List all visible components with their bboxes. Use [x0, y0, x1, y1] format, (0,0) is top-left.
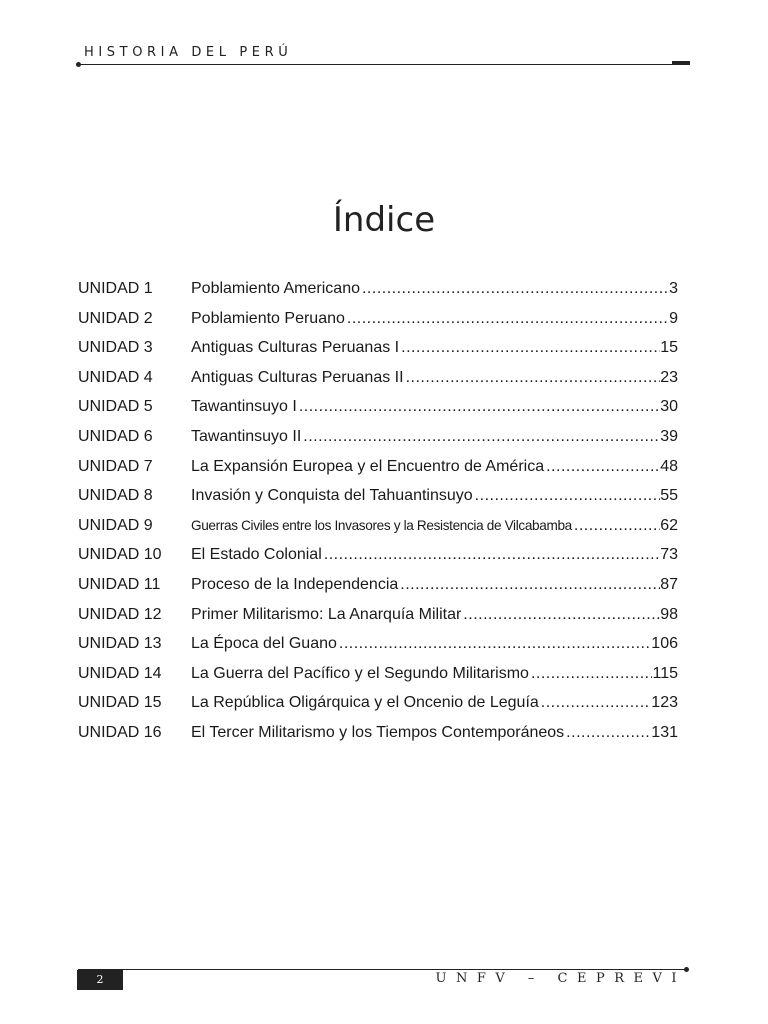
toc-dot-leader	[337, 635, 651, 653]
header-rule-bar	[672, 61, 690, 65]
toc-dot-leader	[360, 280, 669, 298]
toc-entry[interactable]	[78, 458, 678, 488]
toc-dot-leader	[297, 398, 660, 416]
toc-dot-leader	[461, 606, 660, 624]
toc-page-number: 39	[660, 427, 678, 445]
toc-page-number: 9	[669, 309, 678, 327]
toc-entry-title: El Estado Colonial	[191, 546, 322, 564]
toc-dot-leader	[564, 724, 651, 742]
toc-entry[interactable]	[78, 694, 678, 724]
toc-unit-label: UNIDAD 6	[78, 427, 153, 445]
toc-unit-label: UNIDAD 11	[78, 575, 161, 593]
toc-entry[interactable]	[78, 546, 678, 576]
toc-unit-label: UNIDAD 16	[78, 723, 162, 741]
toc-dot-leader	[473, 487, 661, 505]
toc-entry[interactable]	[78, 606, 678, 636]
toc-unit-label: UNIDAD 2	[78, 309, 153, 327]
toc-entry-title: Proceso de la Independencia	[191, 575, 399, 593]
toc-unit-label: UNIDAD 8	[78, 487, 153, 505]
toc-entry[interactable]	[78, 724, 678, 754]
toc-entry[interactable]	[78, 369, 678, 399]
toc-entry[interactable]	[78, 635, 678, 665]
toc-unit-label: UNIDAD 14	[78, 664, 162, 682]
toc-unit-label: UNIDAD 15	[78, 694, 162, 712]
toc-unit-label: UNIDAD 3	[78, 339, 153, 357]
toc-entry[interactable]	[78, 398, 678, 428]
footer-rule	[78, 969, 686, 970]
toc-page-number: 73	[660, 546, 678, 564]
toc-unit-label: UNIDAD 12	[78, 605, 162, 623]
toc-entry-title: Tawantinsuyo II	[191, 427, 302, 445]
toc-page-number: 55	[660, 487, 678, 505]
toc-dot-leader	[398, 576, 660, 594]
toc-dot-leader	[399, 339, 660, 357]
toc-unit-label: UNIDAD 5	[78, 398, 153, 416]
toc-page-number: 15	[660, 339, 678, 357]
toc-entry-title: Guerras Civiles entre los Invasores y la Resistencia de Vilcabamba	[191, 517, 572, 533]
toc-unit-label: UNIDAD 7	[78, 457, 153, 475]
toc-entry-title: La Expansión Europea y el Encuentro de América	[191, 457, 545, 475]
running-header-title: HISTORIA DEL PERÚ	[84, 45, 293, 60]
toc-dot-leader	[345, 310, 669, 328]
toc-unit-label: UNIDAD 10	[78, 546, 162, 564]
toc-entry-title: Poblamiento Americano	[191, 280, 360, 297]
toc-entry-title: La Época del Guano	[191, 635, 337, 653]
toc-dot-leader	[301, 428, 660, 446]
toc-entry-title: Poblamiento Peruano	[191, 309, 345, 327]
toc-unit-label: UNIDAD 4	[78, 368, 153, 386]
toc-entry[interactable]	[78, 576, 678, 606]
toc-page-number: 98	[660, 605, 678, 623]
toc-page-number: 123	[651, 694, 678, 712]
toc-entry[interactable]	[78, 339, 678, 369]
toc-page-number: 3	[669, 280, 678, 297]
toc-entry[interactable]	[78, 665, 678, 695]
page-title: Índice	[332, 200, 436, 240]
toc-entry-title: El Tercer Militarismo y los Tiempos Contemporáneos	[191, 723, 565, 741]
toc-entry[interactable]	[78, 517, 678, 547]
toc-entry[interactable]	[78, 428, 678, 458]
footer-brand: UNFV – CEPREVI	[435, 971, 686, 986]
toc-entry-title: Tawantinsuyo I	[191, 398, 297, 416]
toc-page-number: 106	[651, 635, 678, 653]
toc-entry-title: Antiguas Culturas Peruanas II	[191, 368, 404, 386]
toc-page-number: 62	[660, 516, 678, 534]
toc-entry[interactable]	[78, 280, 678, 310]
toc-dot-leader	[572, 517, 660, 535]
toc-unit-label: UNIDAD 13	[78, 635, 162, 653]
toc-entry[interactable]	[78, 310, 678, 340]
toc-dot-leader	[322, 546, 660, 564]
toc-page-number: 30	[660, 398, 678, 416]
toc-entry-title: La República Oligárquica y el Oncenio de Leguía	[191, 694, 539, 712]
toc-dot-leader	[539, 694, 652, 712]
toc-page-number: 115	[652, 664, 678, 682]
toc-entry-title: Invasión y Conquista del Tahuantinsuyo	[191, 487, 473, 505]
toc-entry-title: La Guerra del Pacífico y el Segundo Militarismo	[191, 664, 529, 682]
toc-entry[interactable]	[78, 487, 678, 517]
toc-dot-leader	[404, 369, 661, 387]
toc-unit-label: UNIDAD 9	[78, 516, 153, 534]
toc-dot-leader	[544, 458, 660, 476]
toc-dot-leader	[529, 665, 653, 683]
toc-page-number: 87	[660, 575, 678, 593]
toc-page-number: 131	[651, 723, 678, 741]
table-of-contents	[78, 280, 678, 754]
toc-page-number: 48	[660, 457, 678, 475]
page-number-badge: 2	[77, 970, 123, 990]
toc-page-number: 23	[660, 368, 678, 386]
toc-unit-label: UNIDAD 1	[78, 280, 153, 297]
toc-entry-title: Primer Militarismo: La Anarquía Militar	[191, 605, 462, 623]
toc-entry-title: Antiguas Culturas Peruanas I	[191, 339, 400, 357]
header-rule	[80, 64, 688, 65]
